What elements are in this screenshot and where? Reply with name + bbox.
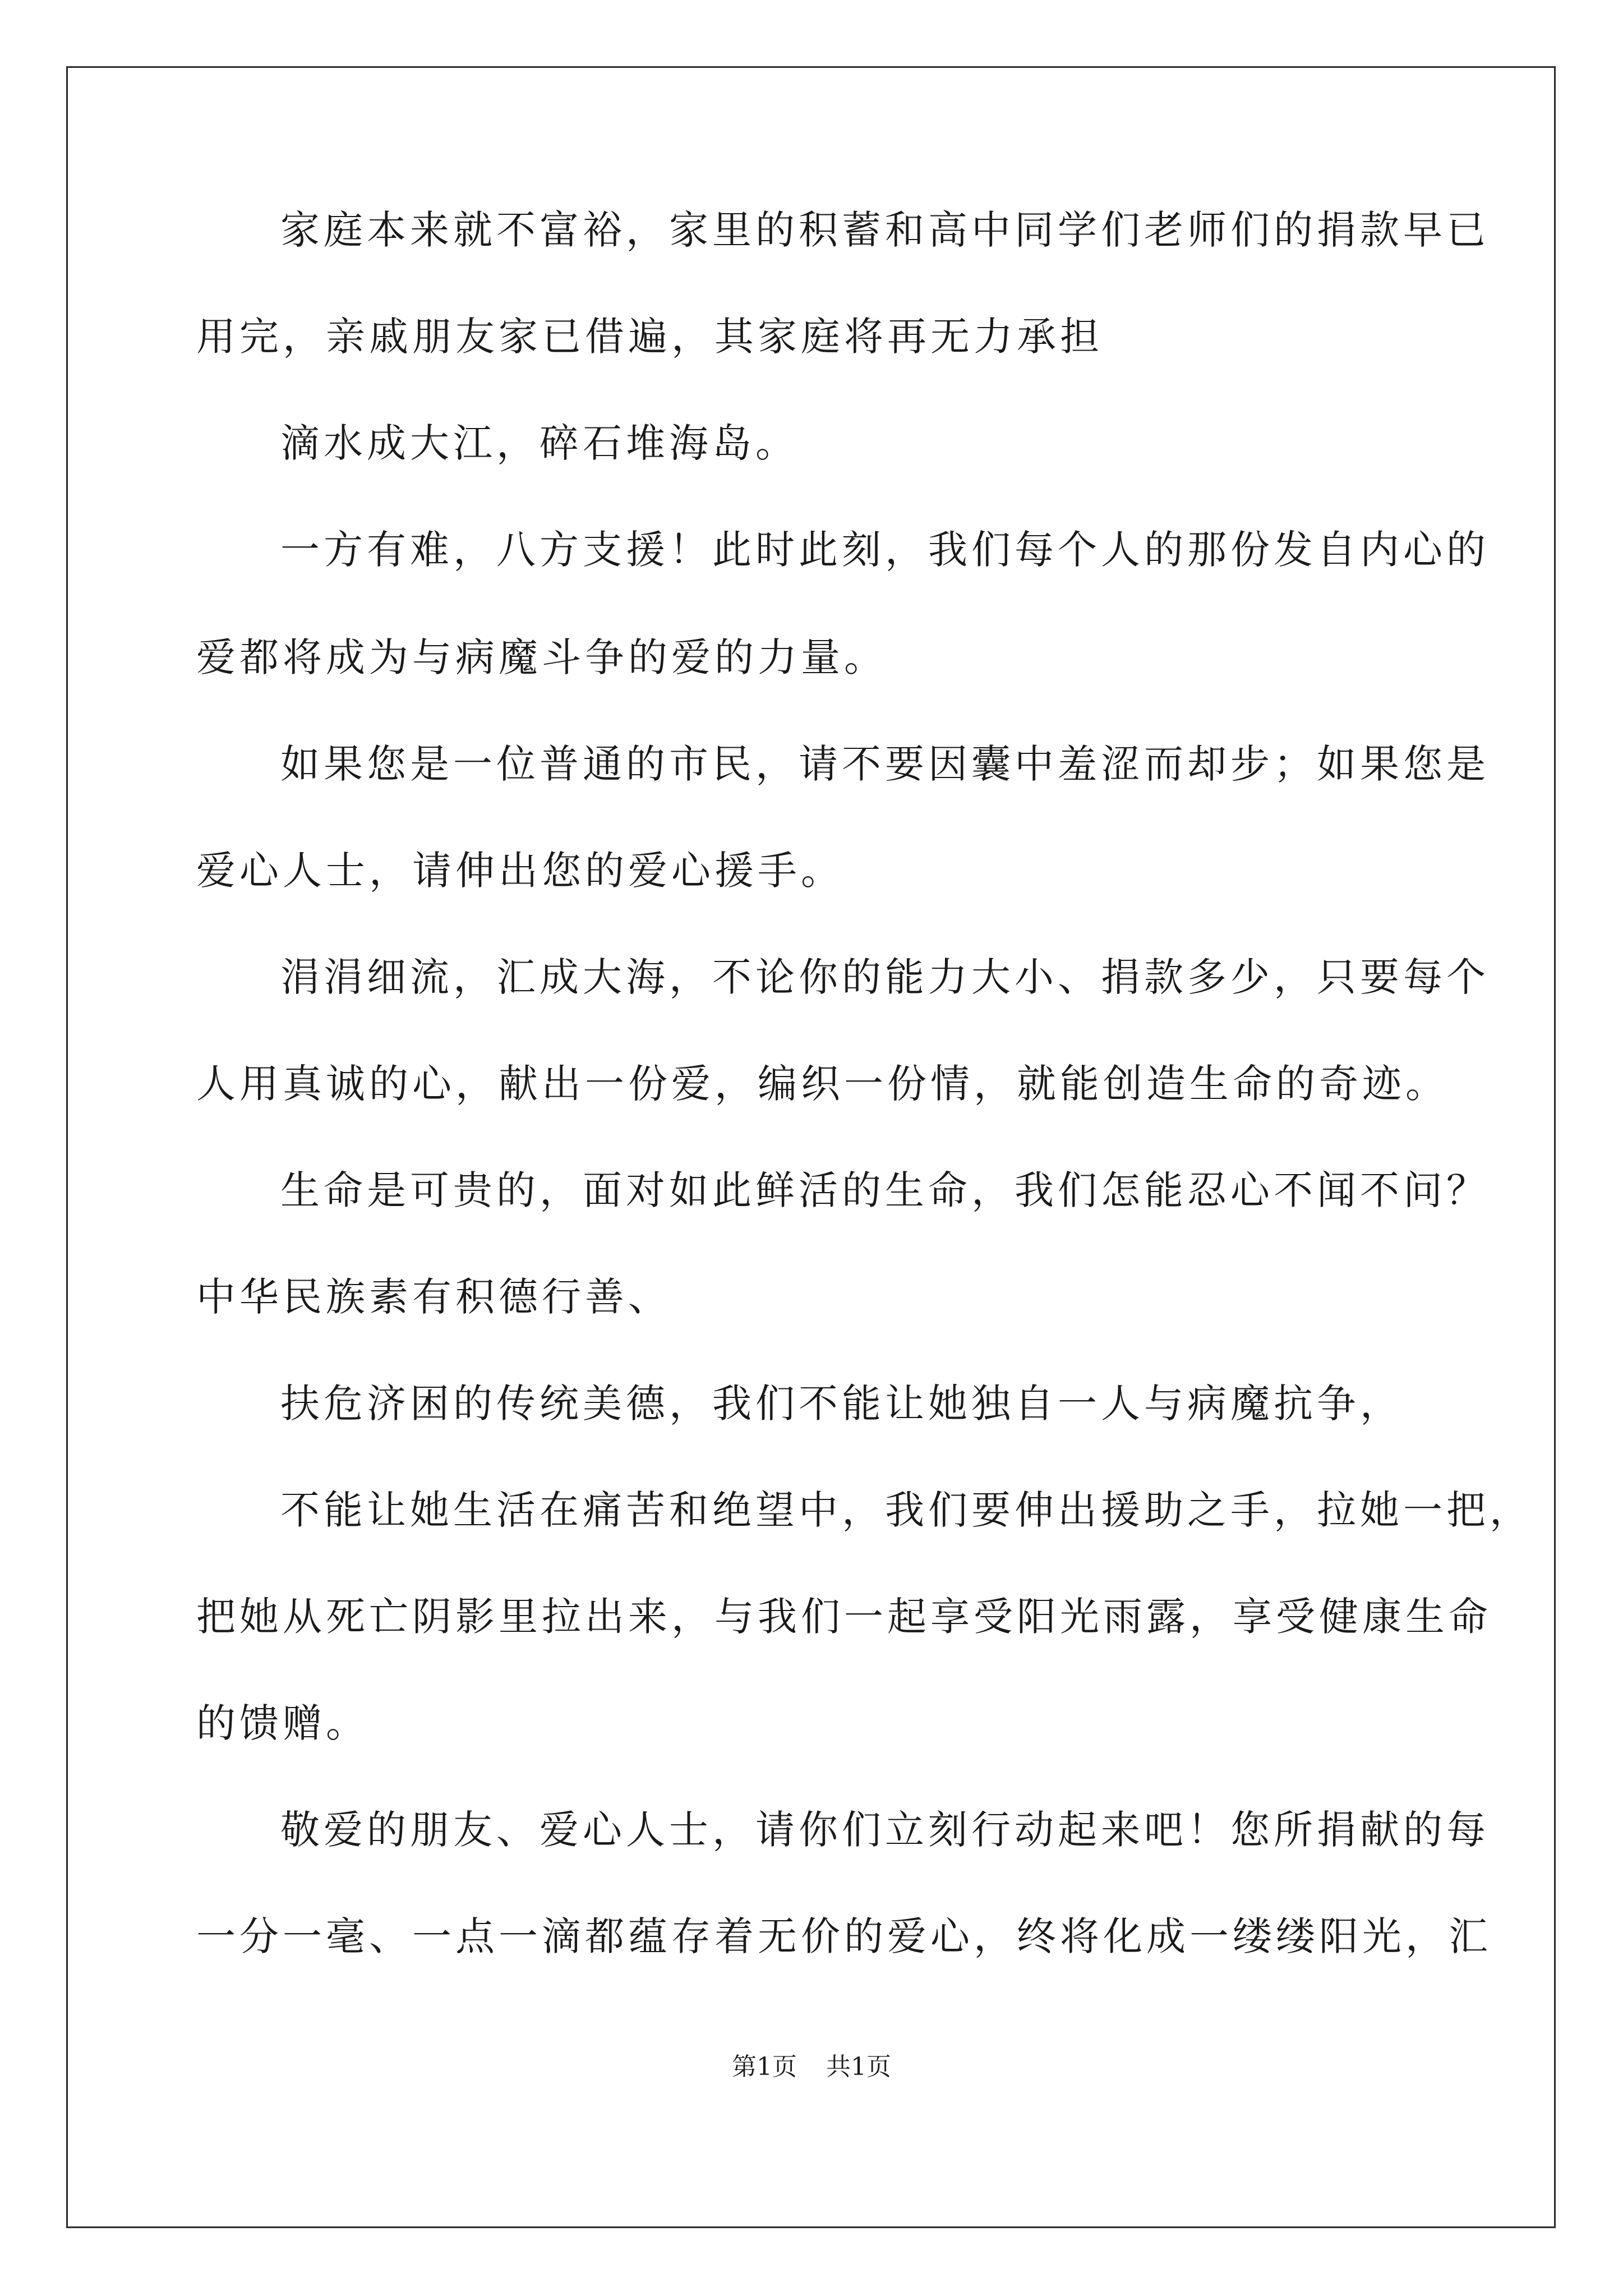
page-total: 共1页 — [826, 2053, 891, 2081]
text-line: 如果您是一位普通的市民，请不要因囊中羞涩而却步；如果您是 — [280, 741, 1490, 787]
text-line: 把她从死亡阴影里拉出来，与我们一起享受阳光雨露，享受健康生命 — [196, 1594, 1492, 1640]
text-line: 人用真诚的心，献出一份爱，编织一份情，就能创造生命的奇迹。 — [196, 1061, 1449, 1107]
text-line: 中华民族素有积德行善、 — [196, 1274, 671, 1320]
text-line: 爱都将成为与病魔斗争的爱的力量。 — [196, 634, 887, 680]
text-line: 一分一毫、一点一滴都蕴存着无价的爱心，终将化成一缕缕阳光，汇 — [196, 1913, 1492, 1959]
text-line: 敬爱的朋友、爱心人士，请你们立刻行动起来吧！您所捐献的每 — [280, 1807, 1490, 1853]
text-line: 生命是可贵的，面对如此鲜活的生命，我们怎能忍心不闻不问？ — [280, 1167, 1490, 1213]
text-line: 爱心人士，请伸出您的爱心援手。 — [196, 848, 844, 894]
text-line: 的馈赠。 — [196, 1700, 369, 1746]
text-line: 一方有难，八方支援！此时此刻，我们每个人的那份发自内心的 — [280, 527, 1490, 573]
text-line: 不能让她生活在痛苦和绝望中，我们要伸出援助之手，拉她一把， — [280, 1487, 1533, 1533]
text-line: 滴水成大江，碎石堆海岛。 — [280, 420, 799, 466]
text-line: 涓涓细流，汇成大海，不论你的能力大小、捐款多少，只要每个 — [280, 954, 1490, 1000]
page-border — [66, 66, 1556, 2228]
text-line: 家庭本来就不富裕，家里的积蓄和高中同学们老师们的捐款早已 — [280, 207, 1490, 253]
page-number: 第1页 — [732, 2053, 797, 2081]
text-line: 扶危济困的传统美德，我们不能让她独自一人与病魔抗争， — [280, 1381, 1403, 1427]
text-line: 用完，亲戚朋友家已借遍，其家庭将再无力承担 — [196, 314, 1103, 360]
page-footer — [0, 2046, 1623, 2082]
